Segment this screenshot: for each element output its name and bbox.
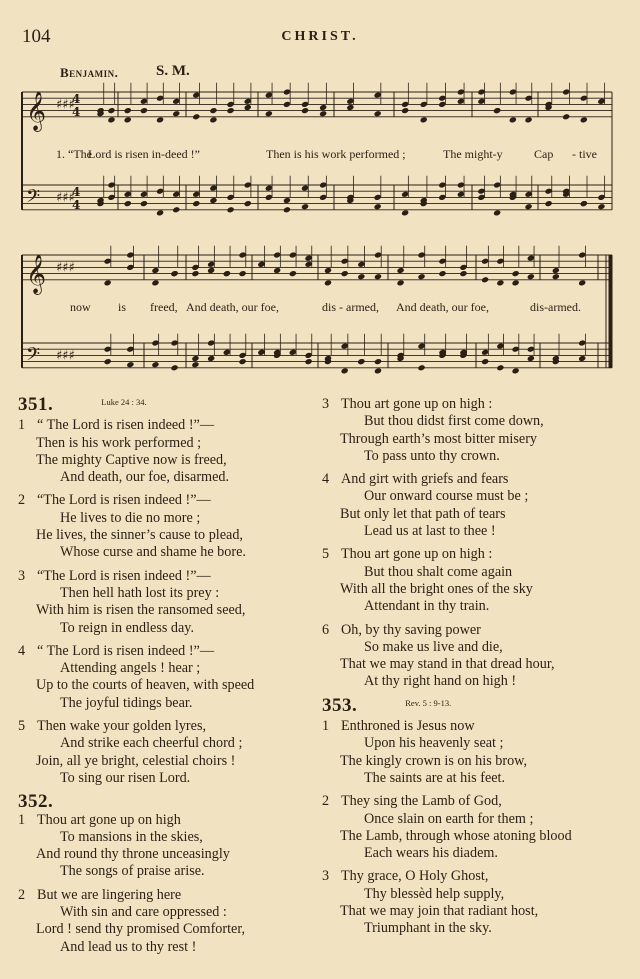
stanza <box>18 568 308 637</box>
lyric-syllable: And death, our foe, <box>396 300 489 314</box>
verse-line: At thy right hand on high ! <box>364 673 517 690</box>
note-head <box>527 273 535 280</box>
stanza-number: 1 <box>18 811 26 828</box>
verse-line: The joyful tidings bear. <box>60 694 193 711</box>
time-signature-icon: 4 <box>72 198 81 212</box>
stanza <box>322 868 622 937</box>
key-signature-icon: ♯♯♯ <box>56 260 75 276</box>
hymn-351 <box>18 396 308 787</box>
verse-line: Thou art gone up on high : <box>341 396 493 412</box>
time-signature-icon: 4 <box>72 185 81 199</box>
note-head <box>357 358 365 365</box>
stanza <box>322 622 622 691</box>
note-head <box>324 279 332 286</box>
verse-line: But we are lingering here <box>37 886 182 903</box>
note-head <box>545 200 553 207</box>
note-head <box>239 270 247 277</box>
note-head <box>301 203 309 210</box>
verse-line: Once slain on earth for them ; <box>364 810 534 827</box>
note-head <box>481 358 489 365</box>
note-head <box>170 270 178 277</box>
stanza <box>18 643 308 712</box>
note-head <box>397 279 405 286</box>
stanza <box>322 546 622 615</box>
note-head <box>124 107 132 114</box>
note-head <box>265 110 273 117</box>
page-number: 104 <box>22 26 51 47</box>
note-head <box>104 279 112 286</box>
time-signature-icon: 4 <box>72 105 81 119</box>
stanza-number: 4 <box>18 642 26 659</box>
key-signature-icon: ♯♯♯ <box>56 348 75 364</box>
verse-line: To sing our risen Lord. <box>60 769 191 786</box>
verse-line: But thou shalt come again <box>364 563 513 580</box>
verse-line: The saints are at his feet. <box>364 769 506 786</box>
lyric-syllable: And death, our foe, <box>186 300 279 314</box>
running-title: CHRIST. <box>281 29 359 44</box>
key-signature-icon: ♯♯♯ <box>56 190 75 206</box>
key-signature-icon: ♯♯♯ <box>56 97 75 113</box>
verse-line: They sing the Lamb of God, <box>341 793 502 810</box>
note-head <box>401 209 409 216</box>
tune-meter: S. M. <box>156 63 190 79</box>
note-head <box>562 113 570 120</box>
verse-line: Thy grace, O Holy Ghost, <box>341 868 489 885</box>
note-head <box>124 200 132 207</box>
note-head <box>417 364 425 371</box>
verse-line: Thy blessèd help supply, <box>364 885 505 902</box>
verse-line: To reign in endless day. <box>60 619 195 636</box>
stanza <box>18 812 308 881</box>
verse-line: That we may join that radiant host, <box>340 903 539 920</box>
verse-line: With sin and care oppressed : <box>60 904 227 921</box>
note-head <box>192 200 200 207</box>
note-head <box>525 116 533 123</box>
note-head <box>172 206 180 213</box>
verse-line: So make us live and die, <box>364 638 503 655</box>
lyric-syllable: dis - armed, <box>322 300 379 314</box>
note-head <box>227 206 235 213</box>
scripture-reference: Rev. 5 : 9-13. <box>405 697 452 708</box>
stanza <box>18 417 308 486</box>
verse-line: Triumphant in the sky. <box>364 920 492 937</box>
lyric-syllable: - tive <box>572 147 597 161</box>
note-head <box>239 358 247 365</box>
hymn-number: 353. <box>322 694 358 716</box>
verse-line: Up to the courts of heaven, with speed <box>36 677 255 694</box>
verse-line: Lord ! send thy promised Comforter, <box>36 921 246 938</box>
note-head <box>283 206 291 213</box>
stanza-number: 6 <box>322 621 330 638</box>
bass-clef-icon: 𝄢 <box>26 344 41 370</box>
right-column <box>322 396 622 944</box>
verse-line: The mighty Captive now is freed, <box>36 451 227 468</box>
verse-line: To mansions in the skies, <box>60 828 203 845</box>
stanza-number: 3 <box>322 868 330 885</box>
verse-line: And round thy throne unceasingly <box>36 846 230 863</box>
verse-line: Then is his work performed ; <box>36 434 202 451</box>
verse-line: Thou art gone up on high <box>37 811 181 828</box>
note-head <box>374 367 382 374</box>
lyric-syllable: The might-y <box>443 147 503 161</box>
note-head <box>126 361 134 368</box>
hymn-352-continued <box>322 396 622 691</box>
verse-line: And strike each cheerful chord ; <box>60 735 243 752</box>
note-head <box>151 361 159 368</box>
note-head <box>578 355 586 362</box>
note-head <box>525 203 533 210</box>
note-head <box>191 355 199 362</box>
note-head <box>207 355 215 362</box>
note-head <box>301 107 309 114</box>
verse-line: Whose curse and shame he bore. <box>60 544 246 561</box>
stanza <box>18 492 308 561</box>
note-head <box>438 270 446 277</box>
music-score <box>0 0 640 392</box>
note-head <box>227 107 235 114</box>
verse-line: Through earth’s most bitter misery <box>340 430 538 447</box>
note-head <box>578 279 586 286</box>
tune-name: Benjamin. <box>60 65 119 80</box>
note-head <box>191 361 199 368</box>
note-head <box>156 116 164 123</box>
note-head <box>140 107 148 114</box>
verse-line: To pass unto thy crown. <box>364 447 500 464</box>
note-head <box>319 104 327 111</box>
note-head <box>341 270 349 277</box>
note-head <box>580 116 588 123</box>
lyric-syllable: Cap <box>534 147 554 161</box>
stanza-number: 4 <box>322 471 330 488</box>
note-head <box>401 107 409 114</box>
hymn-352 <box>18 793 308 956</box>
verse-line: Enthroned is Jesus now <box>341 718 475 735</box>
verse-line: But only let that path of tears <box>340 505 506 522</box>
note-head <box>104 358 112 365</box>
time-signature-icon: 4 <box>72 92 81 106</box>
note-head <box>481 276 489 283</box>
note-head <box>420 116 428 123</box>
note-head <box>324 267 332 274</box>
note-head <box>374 110 382 117</box>
note-head <box>289 270 297 277</box>
note-head <box>597 203 605 210</box>
stanza-number: 5 <box>322 546 330 563</box>
note-head <box>459 270 467 277</box>
verse-line: He lives, the sinner’s cause to plead, <box>36 527 243 544</box>
note-head <box>107 116 115 123</box>
lyric-syllable: is <box>118 300 127 314</box>
verse-line: The Lamb, through whose atoning blood <box>340 827 572 844</box>
note-head <box>496 279 504 286</box>
stanza-number: 2 <box>18 492 26 509</box>
note-head <box>493 107 501 114</box>
note-head <box>341 367 349 374</box>
lyric-syllable: now <box>70 300 91 314</box>
note-head <box>209 197 217 204</box>
bass-clef-icon: 𝄢 <box>26 186 41 212</box>
verse-line: Attendant in thy train. <box>364 598 490 615</box>
verse-line: “The Lord is risen indeed !”— <box>37 492 211 509</box>
stanza <box>322 471 622 540</box>
note-head <box>496 364 504 371</box>
note-head <box>140 200 148 207</box>
verse-line: “ The Lord is risen indeed !”— <box>37 417 215 434</box>
verse-line: The kingly crown is on his brow, <box>340 752 528 769</box>
stanza <box>18 718 308 787</box>
lyric-syllable: Then is his work performed ; <box>266 147 406 161</box>
note-head <box>374 203 382 210</box>
note-head <box>319 110 327 117</box>
verse-line: With him is risen the ransomed seed, <box>36 602 246 619</box>
note-head <box>192 113 200 120</box>
verse-line: Upon his heavenly seat ; <box>364 735 504 752</box>
note-head <box>124 116 132 123</box>
note-head <box>283 197 291 204</box>
verse-line: Thou art gone up on high : <box>341 546 493 563</box>
stanza-number: 3 <box>322 396 330 412</box>
note-head <box>107 107 115 114</box>
note-head <box>151 279 159 286</box>
note-head <box>244 200 252 207</box>
verse-line: The songs of praise arise. <box>60 863 205 880</box>
verse-line: Then hell hath lost its prey : <box>60 584 220 601</box>
note-head <box>156 209 164 216</box>
verse-line: Oh, by thy saving power <box>341 621 481 638</box>
note-head <box>191 270 199 277</box>
note-head <box>417 273 425 280</box>
note-head <box>273 267 281 274</box>
verse-line: That we may stand in that dread hour, <box>340 656 555 673</box>
verse-line: Our onward course must be ; <box>364 488 529 505</box>
verse-line: “ The Lord is risen indeed !”— <box>37 642 215 659</box>
verse-line: Join, all ye bright, celestial choirs ! <box>36 752 236 769</box>
hymn-number: 352. <box>18 791 54 813</box>
note-head <box>172 110 180 117</box>
stanza-number: 2 <box>322 793 330 810</box>
verse-line: And death, our foe, disarmed. <box>60 469 230 486</box>
note-head <box>374 358 382 365</box>
lyric-syllable: dis-armed. <box>530 300 581 314</box>
verse-line: He lives to die no more ; <box>60 509 201 526</box>
note-head <box>552 267 560 274</box>
treble-clef-icon: 𝄞 <box>26 90 47 131</box>
note-head <box>209 116 217 123</box>
note-head <box>509 116 517 123</box>
stanza-number: 3 <box>18 567 26 584</box>
stanza-number: 1 <box>18 417 26 434</box>
note-head <box>151 267 159 274</box>
stanza <box>322 396 622 465</box>
note-head <box>527 355 535 362</box>
treble-clef-icon: 𝄞 <box>26 253 47 294</box>
stanza <box>322 718 622 787</box>
verse-line: Attending angels ! hear ; <box>60 660 201 677</box>
note-head <box>244 104 252 111</box>
verse-line: And girt with griefs and fears <box>341 471 509 488</box>
note-head <box>512 270 520 277</box>
verse-line: Each wears his diadem. <box>364 845 498 862</box>
hymn-353 <box>322 694 622 938</box>
lyric-syllable: Lord is risen in-deed !” <box>88 147 200 161</box>
verse-line: With all the bright ones of the sky <box>340 580 533 597</box>
note-head <box>552 273 560 280</box>
left-column <box>18 396 308 962</box>
note-head <box>512 367 520 374</box>
stanza-number: 2 <box>18 886 26 903</box>
note-head <box>357 273 365 280</box>
verse-line: And lead us to thy rest ! <box>60 938 197 955</box>
note-head <box>207 267 215 274</box>
note-head <box>170 364 178 371</box>
verse-line: Lead us at last to thee ! <box>364 523 496 540</box>
note-head <box>209 107 217 114</box>
lyric-syllable: 1. “The <box>56 147 92 161</box>
note-head <box>493 209 501 216</box>
stanza-number: 1 <box>322 718 330 735</box>
verse-line: But thou didst first come down, <box>364 413 544 430</box>
lyric-syllable: freed, <box>150 300 178 314</box>
note-head <box>580 200 588 207</box>
stanza-number: 5 <box>18 718 26 735</box>
note-head <box>512 279 520 286</box>
verse-line: Then wake your golden lyres, <box>37 718 207 735</box>
stanza <box>18 887 308 956</box>
note-head <box>397 267 405 274</box>
note-head <box>305 358 313 365</box>
note-head <box>223 270 231 277</box>
scripture-reference: Luke 24 : 34. <box>101 397 147 407</box>
hymn-number: 351. <box>18 394 54 415</box>
verse-line: “The Lord is risen indeed !”— <box>37 567 211 584</box>
stanza <box>322 793 622 862</box>
note-head <box>346 104 354 111</box>
note-head <box>374 273 382 280</box>
